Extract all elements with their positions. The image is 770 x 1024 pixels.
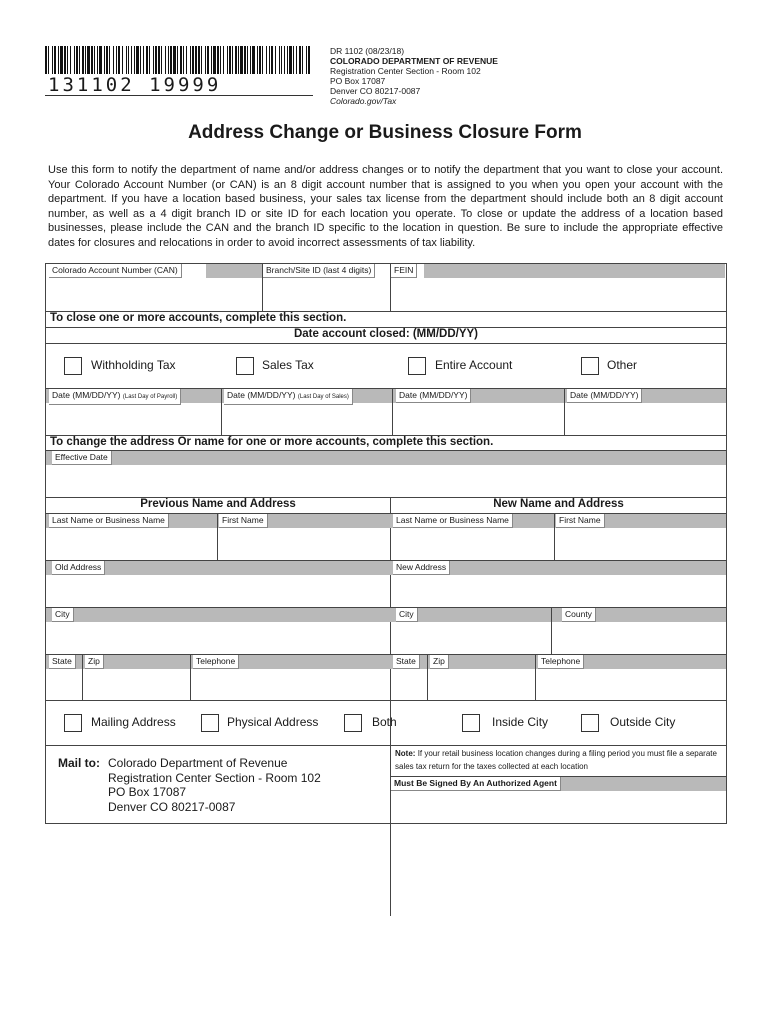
old-state-label: State (49, 655, 76, 669)
new-last-name-input[interactable] (394, 530, 550, 558)
old-zip-label: Zip (85, 655, 104, 669)
old-telephone-input[interactable] (192, 671, 388, 698)
header-address-line: PO Box 17087 (330, 76, 386, 86)
new-address-label: New Address (393, 561, 450, 575)
can-label: Colorado Account Number (CAN) (49, 264, 182, 278)
other-label: Other (607, 358, 638, 372)
old-address-label: Old Address (52, 561, 105, 575)
form-header (330, 46, 498, 106)
signature-input[interactable] (394, 793, 722, 820)
mail-to-label: Mail to: (58, 756, 100, 770)
signature-label: Must Be Signed By An Authorized Agent (391, 777, 561, 791)
mail-to-line: Colorado Department of Revenue (108, 756, 288, 770)
branch-input[interactable] (266, 280, 386, 308)
new-telephone-label: Telephone (538, 655, 584, 669)
previous-heading: Previous Name and Address (140, 498, 296, 510)
form-id: DR 1102 (08/23/18) (330, 46, 405, 56)
new-state-input[interactable] (392, 671, 425, 698)
change-section-title: To change the address Or name for one or more accounts, complete this section. (50, 436, 494, 448)
shaded-bar (46, 451, 726, 465)
effective-date-label: Effective Date (52, 451, 112, 465)
old-state-input[interactable] (48, 671, 80, 698)
physical-address-label: Physical Address (227, 715, 319, 729)
new-zip-label: Zip (430, 655, 449, 669)
withholding-date-label: Date (MM/DD/YY) (Last Day of Payroll) (49, 389, 181, 405)
entire-date-input[interactable] (396, 405, 560, 433)
new-address-input[interactable] (394, 577, 722, 605)
county-input[interactable] (555, 624, 722, 652)
both-label: Both (372, 715, 397, 729)
department-name: COLORADO DEPARTMENT OF REVENUE (330, 56, 498, 66)
new-heading: New Name and Address (493, 498, 624, 510)
shaded-bar (46, 655, 726, 669)
county-label: County (562, 608, 596, 622)
new-first-name-input[interactable] (558, 530, 722, 558)
shaded-bar (46, 608, 726, 622)
mail-to-address (108, 756, 321, 814)
outside-city-checkbox[interactable] (581, 714, 599, 732)
withholding-tax-checkbox[interactable] (64, 357, 82, 375)
old-last-name-input[interactable] (50, 530, 213, 558)
form-table (45, 263, 727, 824)
entire-date-label: Date (MM/DD/YY) (396, 389, 471, 403)
barcode (45, 46, 313, 74)
new-telephone-input[interactable] (537, 671, 723, 698)
new-telephone-input-zip[interactable] (429, 671, 533, 698)
mail-to-line: PO Box 17087 (108, 785, 187, 799)
barcode-number: 131102 19999 (48, 74, 222, 96)
barcode-underline (45, 95, 313, 96)
sales-tax-checkbox[interactable] (236, 357, 254, 375)
old-city-input[interactable] (50, 624, 386, 652)
other-date-label: Date (MM/DD/YY) (567, 389, 642, 403)
both-checkbox[interactable] (344, 714, 362, 732)
shaded-bar (206, 264, 264, 278)
date-closed-heading: Date account closed: (MM/DD/YY) (293, 328, 479, 340)
mail-to-line: Denver CO 80217-0087 (108, 799, 236, 814)
other-date-input[interactable] (568, 405, 722, 433)
old-first-name-input[interactable] (221, 530, 386, 558)
new-city-label: City (396, 608, 418, 622)
header-address-line: Denver CO 80217-0087 (330, 86, 421, 96)
old-telephone-label: Telephone (193, 655, 239, 669)
sales-date-input[interactable] (225, 405, 388, 433)
mailing-address-checkbox[interactable] (64, 714, 82, 732)
website: Colorado.gov/Tax (330, 96, 397, 106)
physical-address-checkbox[interactable] (201, 714, 219, 732)
new-city-input[interactable] (394, 624, 547, 652)
mailing-address-label: Mailing Address (91, 715, 176, 729)
old-address-input[interactable] (50, 577, 386, 605)
entire-account-label: Entire Account (435, 358, 513, 372)
outside-city-label: Outside City (610, 715, 676, 729)
sales-date-label: Date (MM/DD/YY) (Last Day of Sales) (224, 389, 353, 405)
close-section-title: To close one or more accounts, complete this section. (50, 312, 347, 324)
barcode-bar (310, 46, 311, 74)
mail-to-line: Registration Center Section - Room 102 (108, 770, 321, 785)
old-last-name-label: Last Name or Business Name (49, 514, 169, 528)
withholding-date-input[interactable] (50, 405, 217, 433)
old-zip-input[interactable] (84, 671, 188, 698)
note: Note: If your retail business location changes during a filing period you must file a separate sales tax return for the taxes collected at each location (395, 749, 717, 771)
entire-account-checkbox[interactable] (408, 357, 426, 375)
old-city-label: City (52, 608, 74, 622)
header-address-line: Registration Center Section - Room 102 (330, 66, 481, 76)
can-input[interactable] (50, 280, 258, 308)
fein-label: FEIN (391, 264, 417, 278)
shaded-bar (424, 264, 725, 278)
sales-tax-label: Sales Tax (262, 358, 314, 372)
inside-city-checkbox[interactable] (462, 714, 480, 732)
new-first-name-label: First Name (556, 514, 605, 528)
effective-date-input[interactable] (50, 467, 722, 495)
new-state-label: State (393, 655, 420, 669)
withholding-tax-label: Withholding Tax (91, 358, 176, 372)
new-last-name-label: Last Name or Business Name (393, 514, 513, 528)
page-title: Address Change or Business Closure Form (188, 122, 582, 143)
inside-city-label: Inside City (492, 715, 549, 729)
old-first-name-label: First Name (219, 514, 268, 528)
other-checkbox[interactable] (581, 357, 599, 375)
shaded-bar (46, 561, 726, 575)
intro-paragraph: Use this form to notify the department of name and/or address changes or to notify the department that you want to close your account. Your Colorado Account Number (or CAN) is an 8 digit account number that is assigned to you when you open your account with the department. If you have a location based business, your sales tax license from the department should include both an 8 digit account number, as well as a 4 digit branch ID or site ID for each location you operate. To close or update the address of a location based businesses, please include the CAN and the branch ID specific to the location in question. Be sure to include the appropriate effective dates for closures and relocations in order to avoid incorrect assessments of tax liability. (48, 164, 723, 249)
branch-label: Branch/Site ID (last 4 digits) (263, 264, 375, 278)
fein-input[interactable] (394, 280, 722, 308)
